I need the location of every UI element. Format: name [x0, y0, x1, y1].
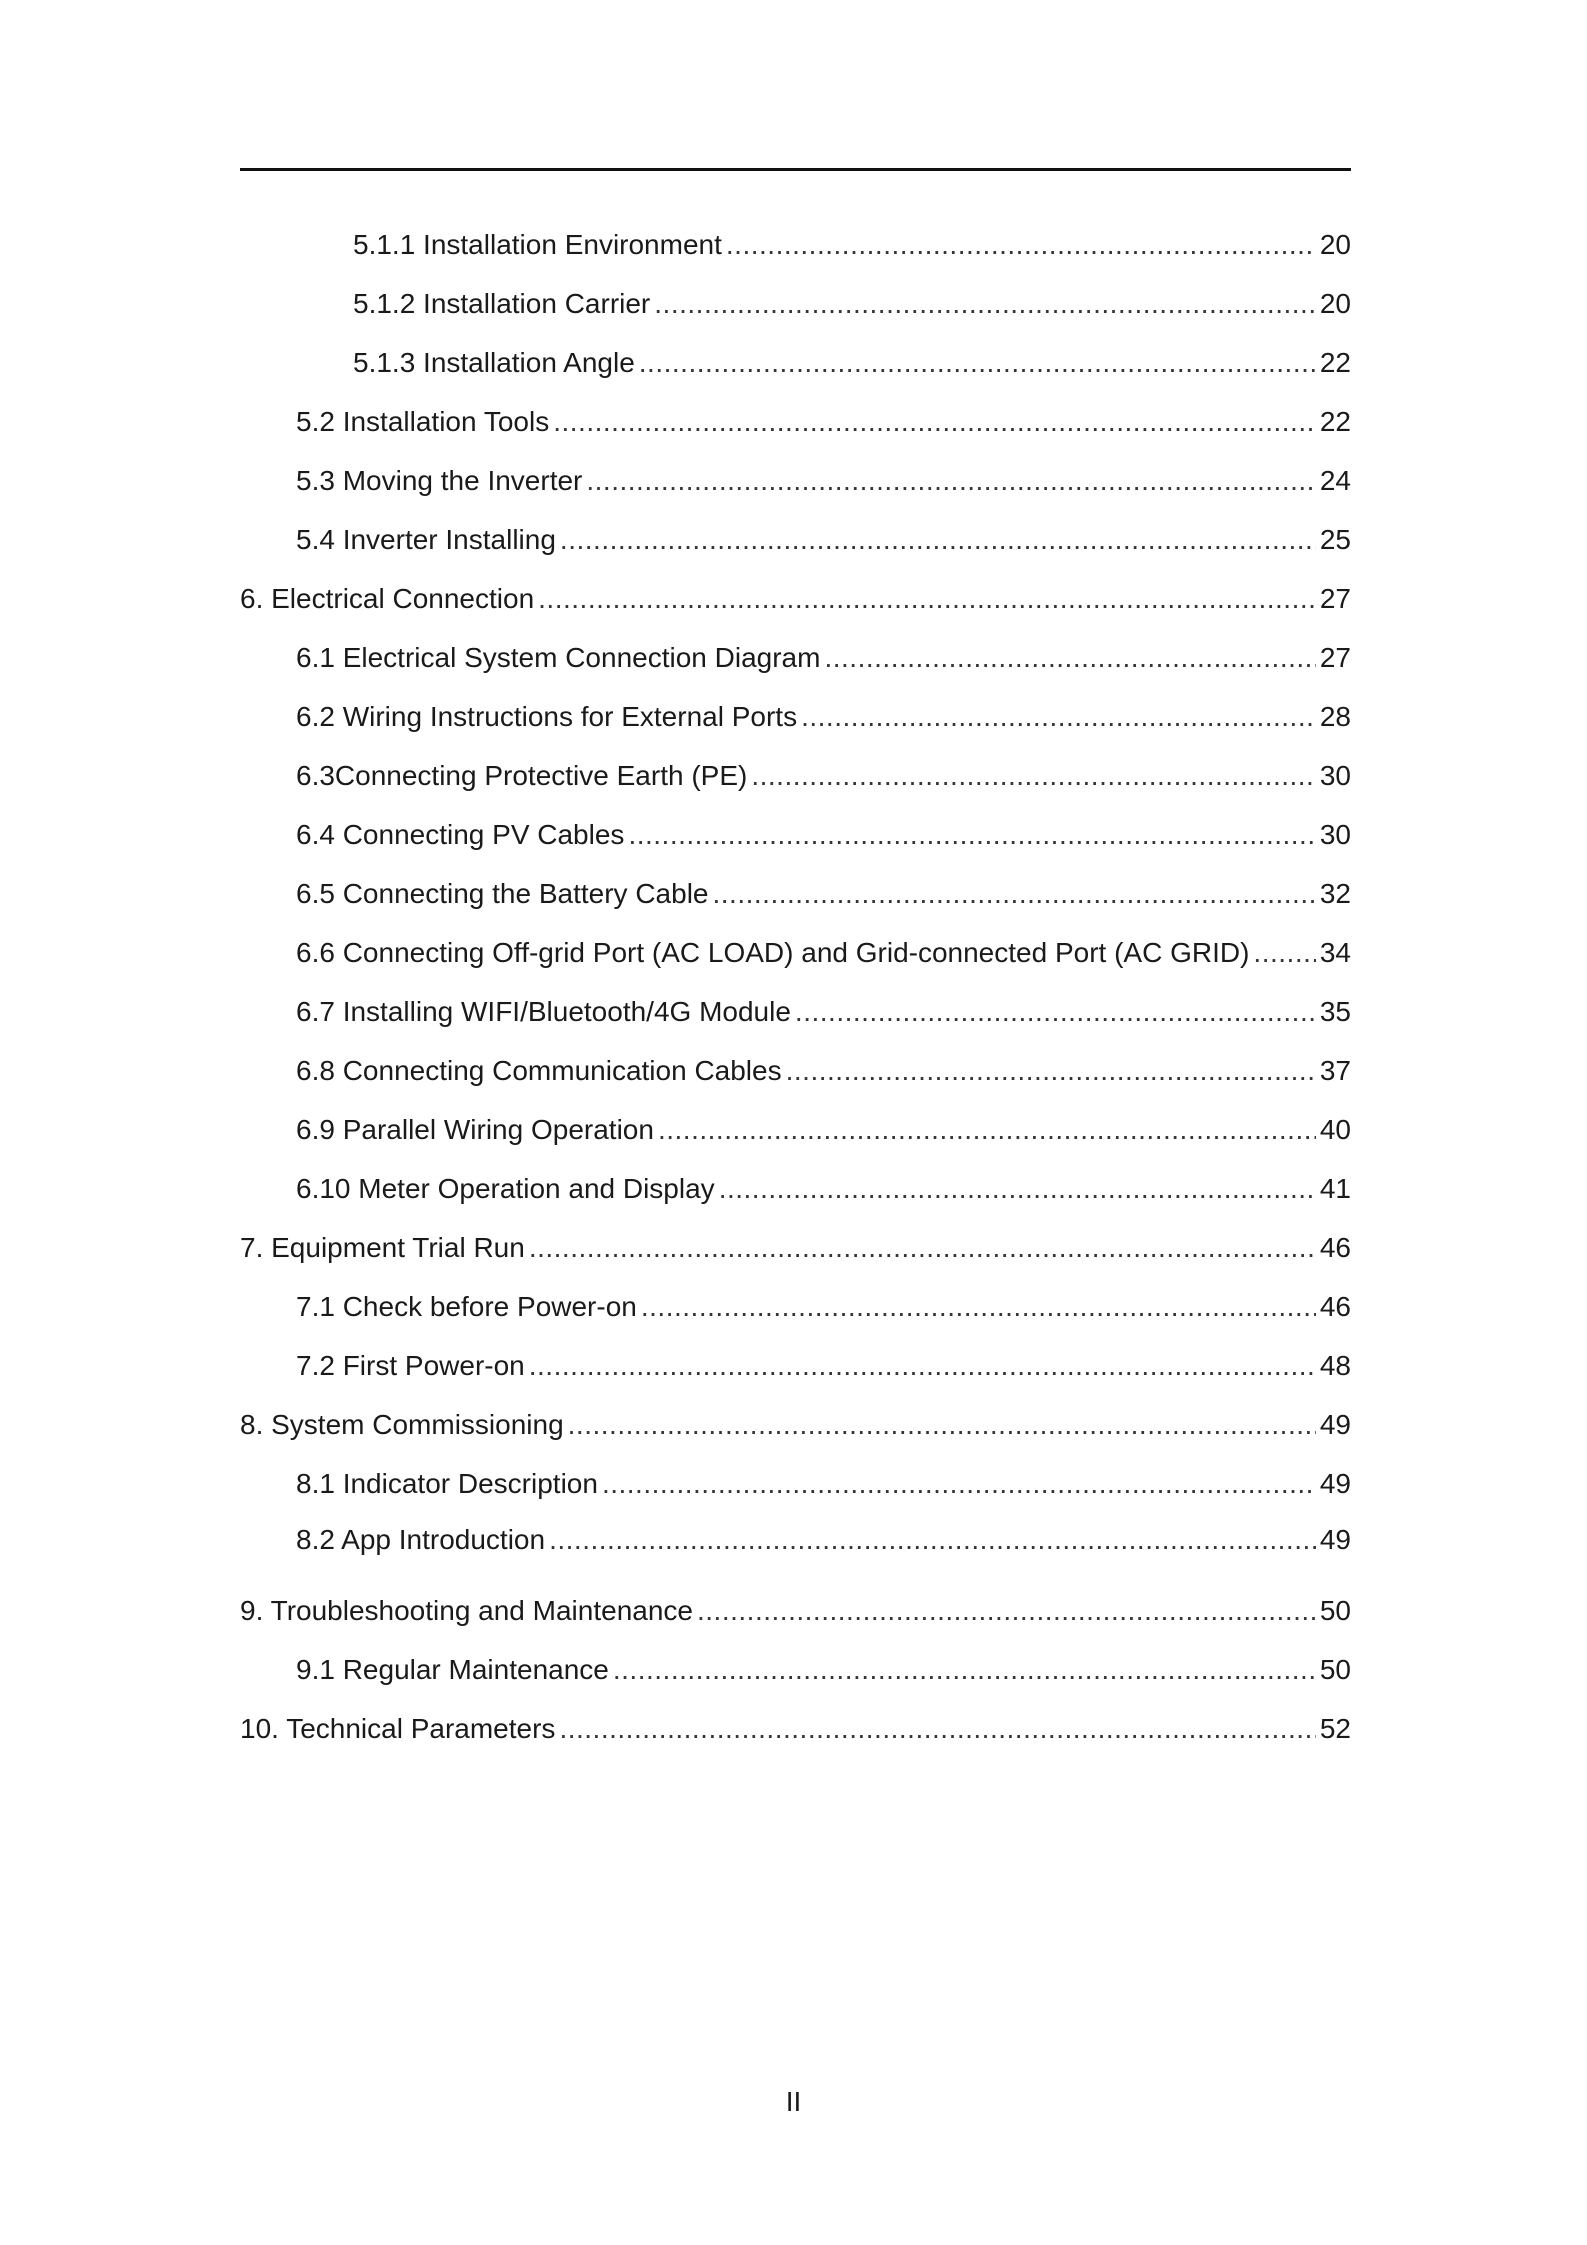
toc-entry[interactable]: [240, 1395, 1351, 1454]
toc-dot-leader: [560, 523, 1316, 557]
header-rule: [240, 168, 1351, 171]
toc-dot-leader: [553, 405, 1316, 439]
toc-entry[interactable]: [240, 569, 1351, 628]
toc-entry[interactable]: [240, 1100, 1351, 1159]
toc-entry-page: 30: [1319, 818, 1351, 850]
toc-entry-title: 6. Electrical Connection: [240, 582, 535, 614]
toc-entry[interactable]: [240, 982, 1351, 1041]
toc-entry-page: 30: [1319, 759, 1351, 791]
toc-entry-page: 28: [1319, 700, 1351, 732]
toc-entry[interactable]: [240, 805, 1351, 864]
toc-entry-page: 40: [1319, 1113, 1351, 1145]
toc-dot-leader: [786, 1054, 1316, 1088]
toc-entry-page: 52: [1319, 1712, 1351, 1744]
toc-dot-leader: [628, 818, 1315, 852]
toc-entry-page: 22: [1319, 346, 1351, 378]
toc-dot-leader: [538, 582, 1316, 616]
toc-entry-title: 7. Equipment Trial Run: [240, 1231, 525, 1263]
toc-entry-title: 6.7 Installing WIFI/Bluetooth/4G Module: [296, 995, 791, 1027]
toc-dot-leader: [641, 1290, 1316, 1324]
toc-dot-leader: [751, 759, 1316, 793]
toc-entry-page: 48: [1319, 1349, 1351, 1381]
toc-entry[interactable]: [240, 746, 1351, 805]
toc-entry-page: 34: [1319, 936, 1351, 968]
toc-entry[interactable]: [240, 864, 1351, 923]
toc-dot-leader: [719, 1172, 1316, 1206]
toc-dot-leader: [824, 641, 1315, 675]
toc-entry[interactable]: [240, 628, 1351, 687]
toc-entry-title: 6.1 Electrical System Connection Diagram: [296, 641, 821, 673]
toc-dot-leader: [559, 1712, 1315, 1746]
table-of-contents: [240, 215, 1351, 1758]
toc-entry-title: 8.1 Indicator Description: [296, 1467, 598, 1499]
toc-dot-leader: [726, 228, 1316, 262]
toc-dot-leader: [529, 1231, 1316, 1265]
toc-dot-leader: [639, 346, 1316, 380]
toc-entry-title: 8.2 App Introduction: [296, 1524, 546, 1555]
toc-entry[interactable]: [240, 1041, 1351, 1100]
toc-entry[interactable]: [240, 1640, 1351, 1699]
toc-entry-title: 6.8 Connecting Communication Cables: [296, 1054, 782, 1086]
toc-entry[interactable]: [240, 451, 1351, 510]
toc-entry-page: 24: [1319, 464, 1351, 496]
toc-entry-page: 49: [1319, 1524, 1351, 1555]
toc-entry-title: 5.1.3 Installation Angle: [353, 346, 635, 378]
toc-entry-title: 10. Technical Parameters: [240, 1712, 556, 1744]
toc-entry-title: 8. System Commissioning: [240, 1408, 564, 1440]
toc-entry[interactable]: [240, 215, 1351, 274]
toc-entry-page: 35: [1319, 995, 1351, 1027]
toc-dot-leader: [712, 877, 1315, 911]
toc-dot-leader: [1253, 936, 1315, 970]
toc-entry-title: 6.4 Connecting PV Cables: [296, 818, 625, 850]
toc-entry-page: 22: [1319, 405, 1351, 437]
toc-entry-title: 5.4 Inverter Installing: [296, 523, 556, 555]
toc-entry[interactable]: [240, 1454, 1351, 1513]
toc-entry-title: 5.1.1 Installation Environment: [353, 228, 722, 260]
toc-entry[interactable]: [240, 510, 1351, 569]
toc-entry[interactable]: [240, 1699, 1351, 1758]
toc-entry-page: 50: [1319, 1653, 1351, 1685]
toc-entry-page: 37: [1319, 1054, 1351, 1086]
toc-dot-leader: [602, 1467, 1316, 1501]
toc-entry-page: 50: [1319, 1594, 1351, 1626]
toc-entry[interactable]: [240, 274, 1351, 333]
toc-entry[interactable]: [240, 1336, 1351, 1395]
toc-entry[interactable]: [240, 392, 1351, 451]
toc-dot-leader: [795, 995, 1316, 1029]
page-number: II: [785, 2086, 802, 2117]
toc-dot-leader: [529, 1349, 1316, 1383]
toc-entry[interactable]: [240, 1581, 1351, 1640]
toc-entry[interactable]: [240, 923, 1351, 982]
toc-dot-leader: [568, 1408, 1316, 1442]
toc-entry-title: 6.2 Wiring Instructions for External Ports: [296, 700, 798, 732]
toc-entry-page: 46: [1319, 1231, 1351, 1263]
toc-entry-title: 6.9 Parallel Wiring Operation: [296, 1113, 654, 1145]
toc-entry[interactable]: [240, 1513, 1351, 1567]
toc-entry-title: 7.1 Check before Power-on: [296, 1290, 637, 1322]
toc-dot-leader: [801, 700, 1316, 734]
toc-entry[interactable]: [240, 1159, 1351, 1218]
toc-entry-page: 41: [1319, 1172, 1351, 1204]
toc-entry-page: 49: [1319, 1467, 1351, 1499]
toc-entry-page: 20: [1319, 228, 1351, 260]
toc-entry-title: 6.5 Connecting the Battery Cable: [296, 877, 709, 909]
toc-dot-leader: [658, 1113, 1316, 1147]
toc-entry-title: 5.1.2 Installation Carrier: [353, 287, 651, 319]
toc-entry-title: 6.10 Meter Operation and Display: [296, 1172, 715, 1204]
toc-entry-page: 32: [1319, 877, 1351, 909]
toc-dot-leader: [549, 1523, 1316, 1557]
toc-entry[interactable]: [240, 1218, 1351, 1277]
toc-entry-page: 27: [1319, 582, 1351, 614]
toc-entry-title: 9. Troubleshooting and Maintenance: [240, 1594, 693, 1626]
toc-dot-leader: [613, 1653, 1316, 1687]
toc-entry-title: 9.1 Regular Maintenance: [296, 1653, 609, 1685]
toc-dot-leader: [586, 464, 1315, 498]
toc-entry-page: 27: [1319, 641, 1351, 673]
toc-entry-page: 49: [1319, 1408, 1351, 1440]
toc-entry-page: 25: [1319, 523, 1351, 555]
toc-entry[interactable]: [240, 687, 1351, 746]
toc-dot-leader: [654, 287, 1316, 321]
toc-entry-page: 46: [1319, 1290, 1351, 1322]
toc-entry-title: 6.3Connecting Protective Earth (PE): [296, 759, 748, 791]
toc-entry-title: 7.2 First Power-on: [296, 1349, 525, 1381]
toc-entry-title: 5.2 Installation Tools: [296, 405, 550, 437]
toc-entry-page: 20: [1319, 287, 1351, 319]
toc-entry[interactable]: [240, 1277, 1351, 1336]
toc-entry[interactable]: [240, 333, 1351, 392]
toc-entry-title: 6.6 Connecting Off-grid Port (AC LOAD) and Grid-connected Port (AC GRID): [296, 936, 1250, 968]
toc-entry-title: 5.3 Moving the Inverter: [296, 464, 583, 496]
toc-dot-leader: [697, 1594, 1316, 1628]
